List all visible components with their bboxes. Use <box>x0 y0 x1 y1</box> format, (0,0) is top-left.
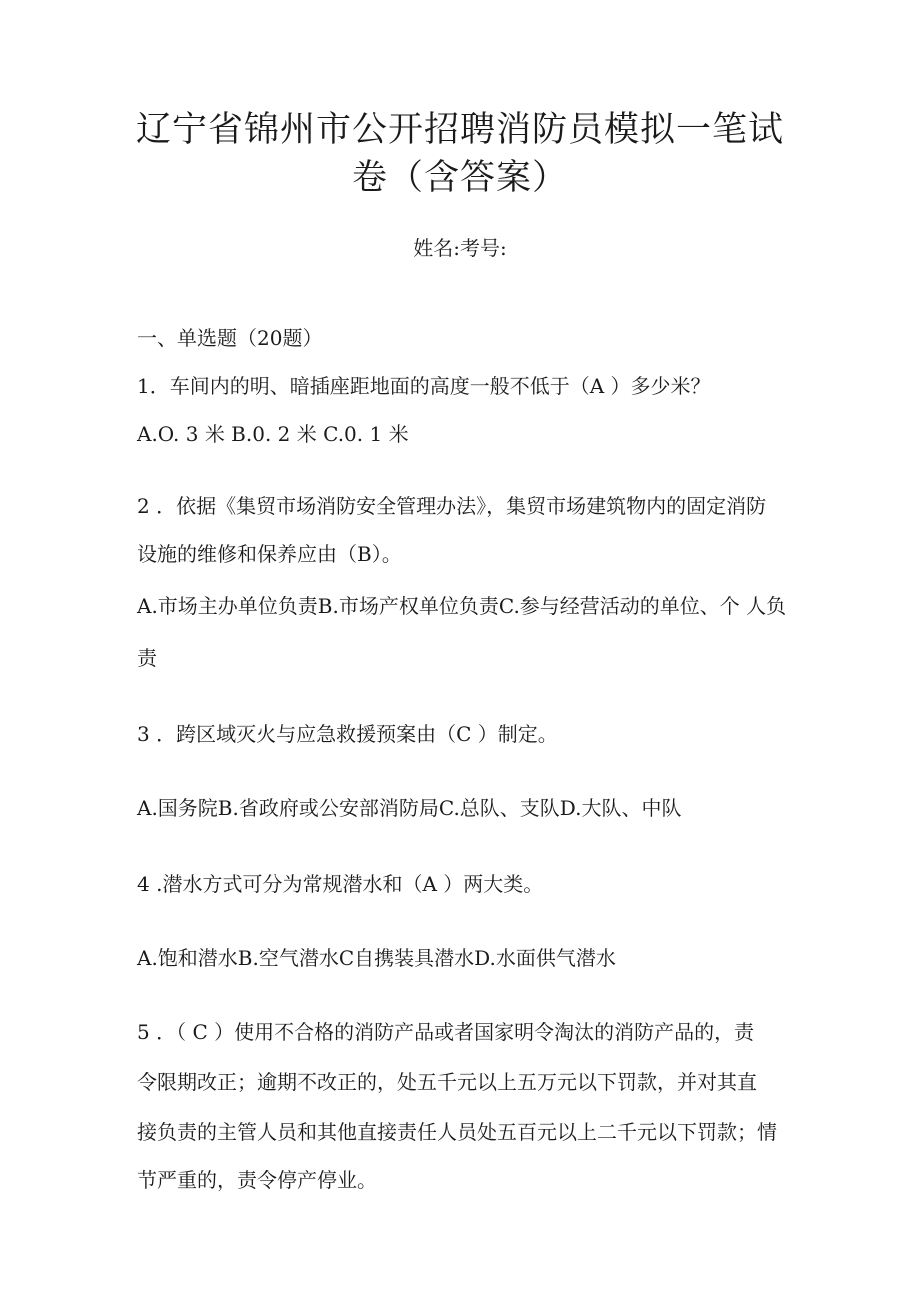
question-5-text-line-4: 节严重的，责令停产停业。 <box>137 1168 377 1192</box>
question-5-text-line-1: 5 ．（ C ）使用不合格的消防产品或者国家明令淘汰的消防产品的，责 <box>137 1020 755 1044</box>
question-1-text: 1．车间内的明、暗插座距地面的高度一般不低于（A ）多少米？ <box>137 374 711 398</box>
question-2-text-line-2: 设施的维修和保养应由（B）。 <box>137 542 402 566</box>
document-title-line-1: 辽宁省锦州市公开招聘消防员模拟一笔试 <box>135 110 784 150</box>
question-5-text-line-3: 接负责的主管人员和其他直接责任人员处五百元以上二千元以下罚款；情 <box>137 1120 777 1144</box>
question-3-text: 3 ．跨区域灭火与应急救援预案由（C ）制定。 <box>137 722 558 746</box>
section-heading: 一、单选题（20题） <box>137 326 323 350</box>
question-1-options: A.O. 3 米 B.0. 2 米 C.0. 1 米 <box>137 422 409 446</box>
question-4-options: A.饱和潜水B.空气潜水C自携装具潜水D.水面供气潜水 <box>137 946 616 970</box>
document-title-line-2: 卷（含答案） <box>351 158 568 198</box>
exam-number-label: 考号: <box>460 236 507 260</box>
question-4-text: 4 .潜水方式可分为常规潜水和（A ）两大类。 <box>137 872 544 896</box>
question-2-options-line-1: A.市场主办单位负责B.市场产权单位负责C.参与经营活动的单位、个 人负 <box>137 594 787 618</box>
name-label: 姓名: <box>413 236 460 260</box>
question-2-options-line-2: 责 <box>137 646 157 670</box>
candidate-info <box>0 232 920 261</box>
question-2-text-line-1: 2 ．依据《集贸市场消防安全管理办法》，集贸市场建筑物内的固定消防 <box>137 494 767 518</box>
question-5-text-line-2: 令限期改正；逾期不改正的，处五千元以上五万元以下罚款，并对其直 <box>137 1070 757 1094</box>
question-3-options: A.国务院B.省政府或公安部消防局C.总队、支队D.大队、中队 <box>137 796 682 820</box>
